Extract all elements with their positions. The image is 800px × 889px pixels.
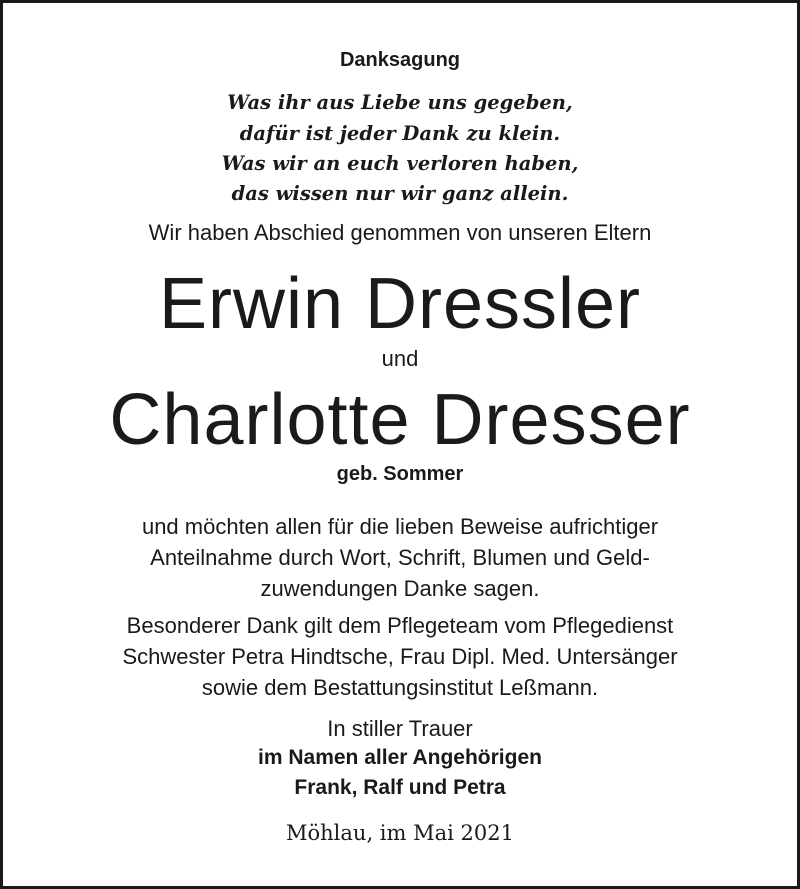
poem-line-3: Was wir an euch verloren haben,	[221, 152, 579, 175]
special-thanks-line-3: sowie dem Bestattungsinstitut Leßmann.	[201, 675, 599, 700]
poem-line-2: dafür ist jeder Dank zu klein.	[239, 122, 561, 145]
place-date: Möhlau, im Mai 2021	[286, 821, 514, 845]
family-names: Frank, Ralf und Petra	[294, 776, 506, 799]
maiden-name: geb. Sommer	[336, 463, 464, 485]
deceased-name-1: Erwin Dressler	[158, 264, 642, 344]
deceased-name-2: Charlotte Dresser	[109, 380, 691, 460]
poem-line-4: das wissen nur wir ganz allein.	[231, 182, 569, 205]
mourning-text: In stiller Trauer	[327, 716, 473, 741]
conjunction-text: und	[381, 346, 419, 371]
intro-text: Wir haben Abschied genommen von unseren Eltern	[148, 220, 652, 245]
special-thanks-line-2: Schwester Petra Hindtsche, Frau Dipl. Med. Untersänger	[122, 644, 678, 669]
thanks-line-2: Anteilnahme durch Wort, Schrift, Blumen und Geld-	[150, 545, 650, 570]
poem-line-1: Was ihr aus Liebe uns gegeben,	[227, 91, 573, 114]
notice-title: Danksagung	[339, 49, 461, 71]
thanks-line-3: zuwendungen Danke sagen.	[260, 576, 540, 601]
special-thanks-line-1: Besonderer Dank gilt dem Pflegeteam vom Pflegedienst	[126, 613, 674, 638]
on-behalf-text: im Namen aller Angehörigen	[258, 746, 542, 769]
thanks-line-1: und möchten allen für die lieben Beweise aufrichtiger	[141, 514, 659, 539]
